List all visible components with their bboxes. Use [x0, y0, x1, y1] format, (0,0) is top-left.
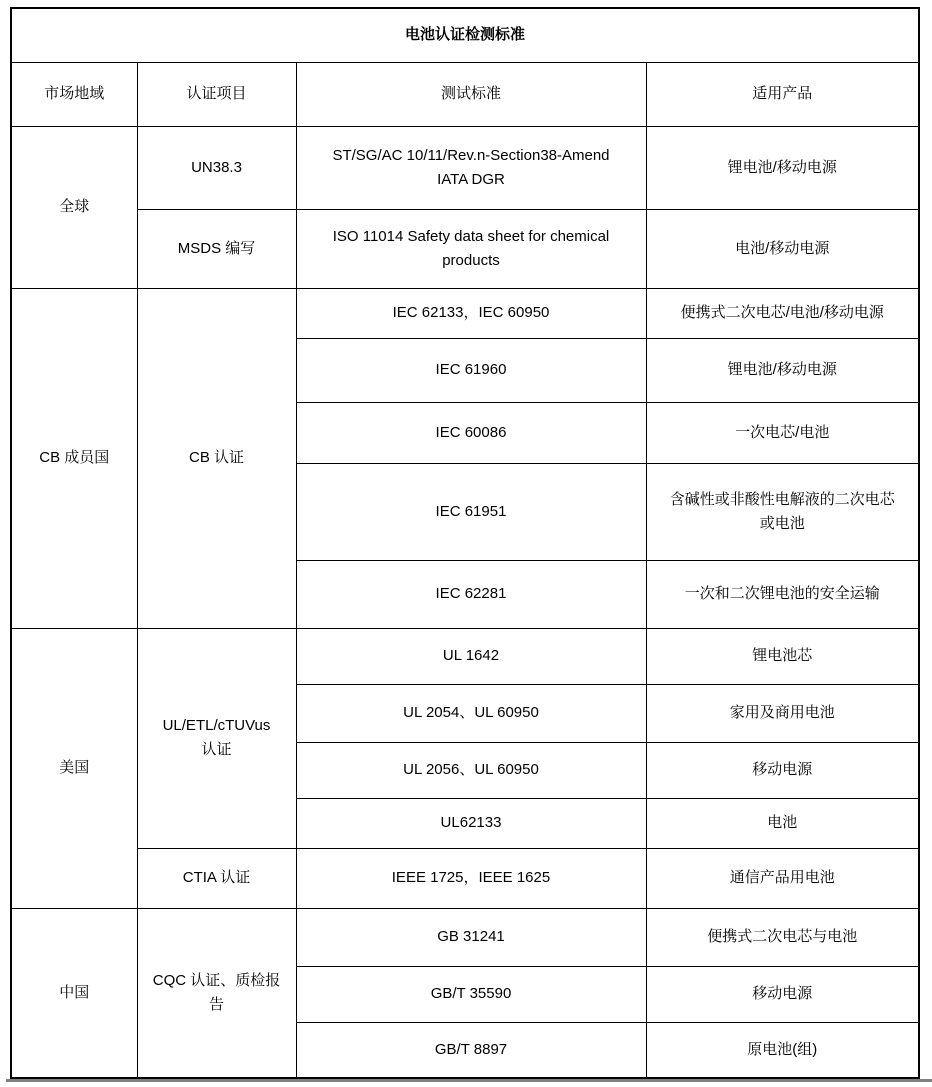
- cell-standard-ul-2056: UL 2056、UL 60950: [296, 742, 646, 798]
- cell-products-ul-62133: 电池: [646, 798, 919, 848]
- cell-products-gbt-8897: 原电池(组): [646, 1022, 919, 1078]
- battery-certification-table: [10, 7, 920, 1079]
- cell-region-china: 中国: [11, 908, 137, 1078]
- standard-line: IATA DGR: [437, 170, 505, 188]
- cell-standard-ul-2054: UL 2054、UL 60950: [296, 684, 646, 742]
- table-row: [11, 628, 919, 684]
- cell-standard-gbt-35590: GB/T 35590: [296, 966, 646, 1022]
- cell-cert-cb: CB 认证: [137, 288, 296, 628]
- cell-products-iec-62281: 一次和二次锂电池的安全运输: [646, 560, 919, 628]
- column-header-certification: 认证项目: [137, 62, 296, 126]
- cell-products-iec-62133: 便携式二次电芯/电池/移动电源: [646, 288, 919, 338]
- cert-line: 告: [208, 995, 224, 1013]
- cert-line: CQC 认证、质检报: [152, 971, 281, 989]
- standard-line: ST/SG/AC 10/11/Rev.n-Section38-Amend: [332, 146, 610, 164]
- cell-standard-ieee-1725: IEEE 1725，IEEE 1625: [296, 848, 646, 908]
- bottom-rule: [6, 1079, 932, 1082]
- cell-standard-un38-3: [296, 126, 646, 209]
- cell-region-usa: 美国: [11, 628, 137, 908]
- cell-products-ul-2054: 家用及商用电池: [646, 684, 919, 742]
- products-line: 或电池: [759, 514, 805, 532]
- cell-products-iec-61951: [646, 463, 919, 560]
- table-title: 电池认证检测标准: [11, 8, 919, 62]
- cell-cert-cqc: [137, 908, 296, 1078]
- cell-products-ul-2056: 移动电源: [646, 742, 919, 798]
- table-row: [11, 126, 919, 209]
- cell-standard-msds: [296, 209, 646, 288]
- cell-products-gbt-35590: 移动电源: [646, 966, 919, 1022]
- cell-standard-iec-62281: IEC 62281: [296, 560, 646, 628]
- cell-region-cb: CB 成员国: [11, 288, 137, 628]
- cell-region-global: 全球: [11, 126, 137, 288]
- products-line: 含碱性或非酸性电解液的二次电芯: [669, 490, 895, 508]
- table-row: [11, 209, 919, 288]
- cell-standard-ul-1642: UL 1642: [296, 628, 646, 684]
- standard-line: ISO 11014 Safety data sheet for chemical: [332, 227, 610, 245]
- cell-standard-gbt-8897: GB/T 8897: [296, 1022, 646, 1078]
- cell-standard-gb-31241: GB 31241: [296, 908, 646, 966]
- cell-products-iec-61960: 锂电池/移动电源: [646, 338, 919, 402]
- cell-products-iec-60086: 一次电芯/电池: [646, 402, 919, 463]
- cert-line: UL/ETL/cTUVus: [162, 717, 271, 734]
- cell-products-un38-3: 锂电池/移动电源: [646, 126, 919, 209]
- column-header-standard: 测试标准: [296, 62, 646, 126]
- cell-cert-msds: MSDS 编写: [137, 209, 296, 288]
- cell-standard-iec-61951: IEC 61951: [296, 463, 646, 560]
- table-row: [11, 908, 919, 966]
- table-row: [11, 848, 919, 908]
- cell-cert-un38-3: UN38.3: [137, 126, 296, 209]
- cell-products-ieee-1725: 通信产品用电池: [646, 848, 919, 908]
- cell-standard-iec-60086: IEC 60086: [296, 402, 646, 463]
- cell-cert-ctia: CTIA 认证: [137, 848, 296, 908]
- cell-standard-iec-62133: IEC 62133，IEC 60950: [296, 288, 646, 338]
- column-header-region: 市场地域: [11, 62, 137, 126]
- cert-line: 认证: [201, 741, 232, 758]
- standard-line: products: [442, 251, 500, 269]
- cell-products-ul-1642: 锂电池芯: [646, 628, 919, 684]
- table-row: [11, 288, 919, 338]
- cell-standard-iec-61960: IEC 61960: [296, 338, 646, 402]
- cell-cert-ul-etl-ctuvus: [137, 628, 296, 848]
- cell-standard-ul-62133: UL62133: [296, 798, 646, 848]
- cell-products-msds: 电池/移动电源: [646, 209, 919, 288]
- cell-products-gb-31241: 便携式二次电芯与电池: [646, 908, 919, 966]
- column-header-products: 适用产品: [646, 62, 919, 126]
